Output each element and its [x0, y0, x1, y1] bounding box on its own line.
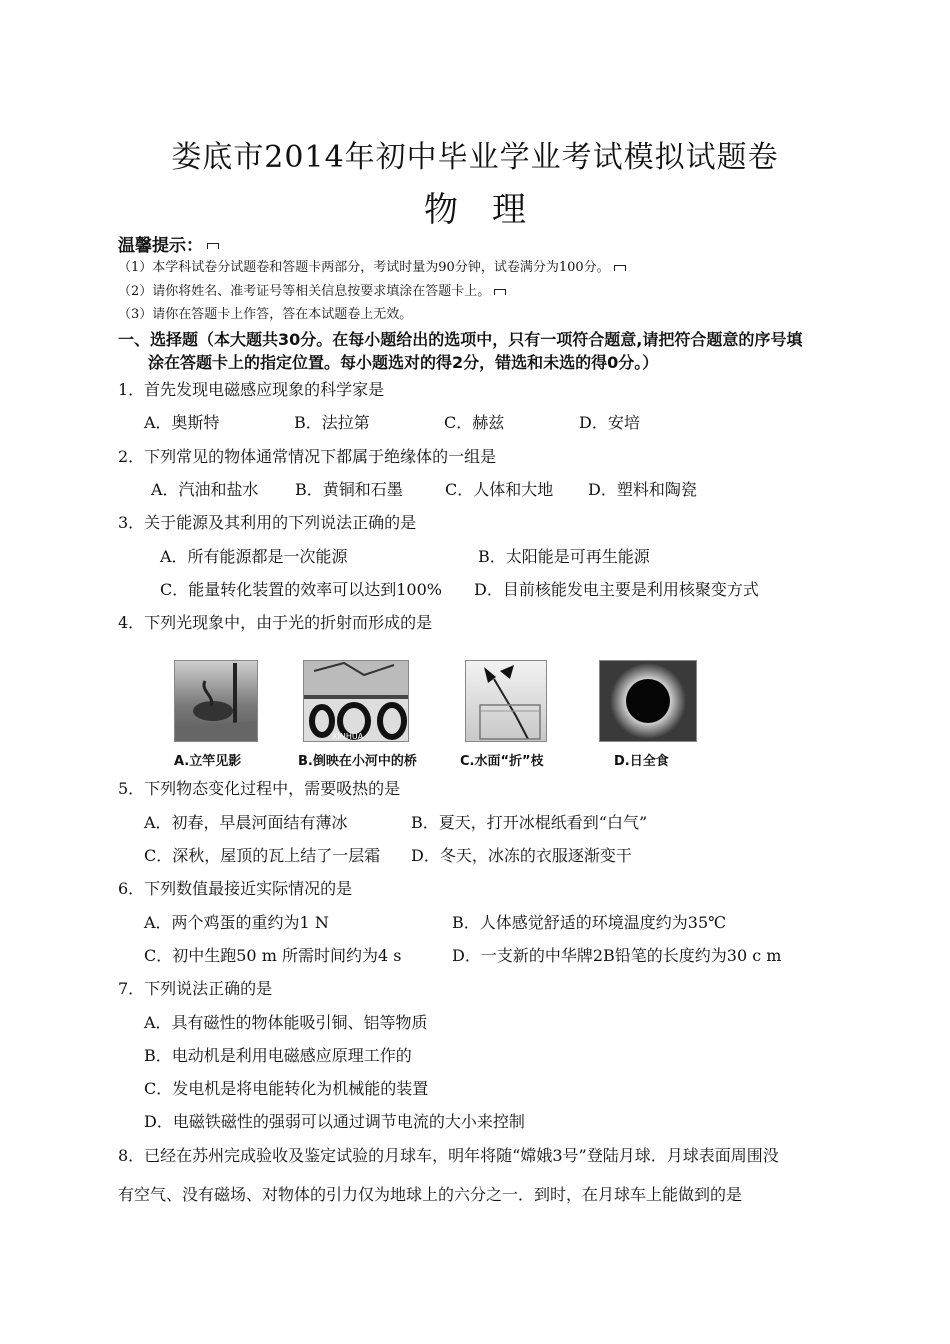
option: C．深秋，屋顶的瓦上结了一层霜: [144, 846, 381, 865]
bridge-reflection-icon: [304, 661, 408, 741]
bent-branch-icon: [466, 661, 546, 741]
option: D．塑料和陶瓷: [588, 480, 697, 499]
option: B．人体感觉舒适的环境温度约为35℃: [452, 913, 727, 932]
paragraph-mark-icon: [494, 289, 506, 295]
option: A．初春，早晨河面结有薄冰: [144, 813, 348, 832]
image-caption: B.倒映在小河中的桥: [298, 754, 417, 769]
image-caption: D.日全食: [614, 754, 669, 769]
option: A．两个鸡蛋的重约为1 N: [144, 913, 329, 932]
solar-eclipse-icon: [600, 661, 696, 741]
pole-shadow-icon: [175, 661, 257, 741]
question-stem: 3．关于能源及其利用的下列说法正确的是: [118, 513, 417, 532]
image-caption: C.水面“折”枝: [460, 754, 544, 769]
option: C．发电机是将电能转化为机械能的装置: [144, 1079, 429, 1098]
pole-shadow-image: [174, 660, 258, 742]
question-stem: 7．下列说法正确的是: [118, 979, 273, 998]
option: A．奥斯特: [144, 413, 220, 432]
section-heading: 一、选择题（本大题共30分。在每小题给出的选项中，只有一项符合题意,请把符合题意的序号填: [118, 330, 803, 349]
page-title: 娄底市2014年初中毕业学业考试模拟试题卷: [171, 140, 779, 175]
option: C．能量转化装置的效率可以达到100%: [160, 580, 442, 599]
svg-text:XINHUA: XINHUA: [332, 732, 364, 741]
option: C．人体和大地: [445, 480, 554, 499]
option: C．赫兹: [444, 413, 505, 432]
tip-item: （3）请你在答题卡上作答，答在本试题卷上无效。: [118, 307, 413, 322]
question-stem: 8．已经在苏州完成验收及鉴定试验的月球车，明年将随“嫦娥3号”登陆月球．月球表面周围没: [118, 1146, 779, 1165]
option: D．电磁铁磁性的强弱可以通过调节电流的大小来控制: [144, 1112, 525, 1131]
option: C．初中生跑50 m 所需时间约为4 s: [144, 946, 402, 965]
image-caption: A.立竿见影: [174, 754, 242, 769]
option: B．电动机是利用电磁感应原理工作的: [144, 1046, 412, 1065]
option: A．汽油和盐水: [151, 480, 259, 499]
subject-title: 物理: [424, 190, 560, 230]
question-stem: 5．下列物态变化过程中，需要吸热的是: [118, 779, 401, 798]
question-stem: 4．下列光现象中，由于光的折射而形成的是: [118, 613, 433, 632]
paragraph-mark-icon: [614, 265, 626, 271]
bridge-reflection-image: [303, 660, 409, 742]
question-stem: 6．下列数值最接近实际情况的是: [118, 879, 353, 898]
option: B．夏天，打开冰棍纸看到“白气”: [411, 813, 648, 832]
option: B．法拉第: [294, 413, 370, 432]
option: B．太阳能是可再生能源: [478, 547, 650, 566]
section-heading-cont: 涂在答题卡上的指定位置。每小题选对的得2分，错选和未选的得0分。）: [148, 353, 659, 372]
option: A．所有能源都是一次能源: [160, 547, 348, 566]
tip-item: （1）本学科试卷分试题卷和答题卡两部分，考试时量为90分钟，试卷满分为100分。: [118, 256, 626, 275]
option: D．冬天，冰冻的衣服逐渐变干: [411, 846, 632, 865]
option: D．一支新的中华牌2B铅笔的长度约为30 c m: [452, 946, 782, 965]
bent-branch-image: [465, 660, 547, 742]
option: D．安培: [579, 413, 640, 432]
question-stem-cont: 有空气、没有磁场、对物体的引力仅为地球上的六分之一．到时，在月球车上能做到的是: [118, 1185, 743, 1204]
tip-item: （2）请你将姓名、准考证号等相关信息按要求填涂在答题卡上。: [118, 280, 506, 299]
question-stem: 1．首先发现电磁感应现象的科学家是: [118, 380, 385, 399]
paragraph-mark-icon: [207, 243, 219, 249]
option: D．目前核能发电主要是利用核聚变方式: [474, 580, 759, 599]
option: A．具有磁性的物体能吸引铜、铝等物质: [144, 1013, 428, 1032]
option: B．黄铜和石墨: [295, 480, 403, 499]
question-stem: 2．下列常见的物体通常情况下都属于绝缘体的一组是: [118, 447, 497, 466]
solar-eclipse-image: [599, 660, 697, 742]
tips-heading: 温馨提示：: [118, 231, 219, 256]
